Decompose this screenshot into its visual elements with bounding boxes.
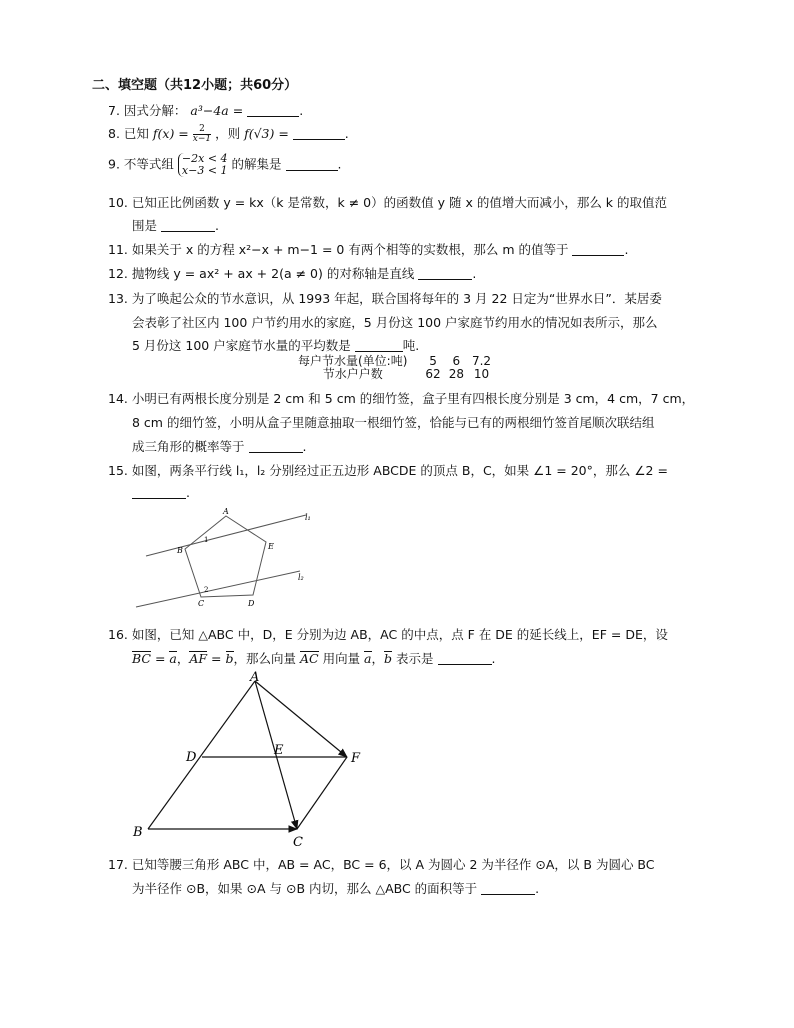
question-14: 14. 小明已有两根长度分别是 2 cm 和 5 cm 的细竹签，盒子里有四根长度分别是 3 cm，4 cm，7 cm， bbox=[108, 391, 695, 406]
label-B: B bbox=[177, 546, 183, 555]
label-l2: l₂ bbox=[298, 573, 304, 582]
question-11: 11. 如果关于 x 的方程 x²−x + m−1 = 0 有两个相等的实数根，那么 m 的值等于 . bbox=[108, 242, 629, 257]
angle-2-label: 2 bbox=[204, 586, 209, 594]
label-E: E bbox=[268, 542, 274, 551]
question-7: 7. 因式分解： a³−4a = . bbox=[108, 103, 304, 118]
label-l1: l₁ bbox=[305, 513, 311, 522]
segment-FC bbox=[297, 757, 347, 829]
question-10: 10. 已知正比例函数 y = kx（k 是常数，k ≠ 0）的函数值 y 随 x 的值增大而减小，那么 k 的取值范 bbox=[108, 195, 668, 210]
vector-AF-arrow bbox=[255, 681, 347, 757]
q8-function: f(x) = bbox=[152, 126, 193, 141]
q8-expression: f(√3) = bbox=[244, 126, 293, 141]
q11-number: 11. bbox=[108, 242, 128, 257]
question-13-line-2: 会表彰了社区内 100 户节约用水的家庭，5 月份这 100 户家庭节约用水的情况如表所示，那么 bbox=[132, 315, 658, 330]
q7-text: 因式分解： bbox=[123, 103, 187, 118]
label-C: C bbox=[293, 835, 303, 850]
question-13-line-3: 5 月份这 100 户家庭节水量的平均数是 吨. bbox=[132, 338, 420, 353]
q9-number: 9. bbox=[108, 156, 120, 172]
q13-row2-label: 节水户户数 bbox=[322, 367, 383, 381]
question-10-line-2: 围是 . bbox=[132, 218, 219, 233]
label-B: B bbox=[133, 825, 143, 840]
q8-fraction: $\frac{2}{x-1}$ bbox=[192, 124, 212, 144]
question-15-line-2: . bbox=[132, 485, 190, 500]
question-14-line-2: 8 cm 的细竹签，小明从盒子里随意抽取一根细竹签，恰能与已有的两根细竹签首尾顺次联结组 bbox=[132, 415, 655, 430]
question-17-line-2: 为半径作 ⊙B，如果 ⊙A 与 ⊙B 内切，那么 △ABC 的面积等于 . bbox=[132, 881, 540, 896]
label-F: F bbox=[351, 751, 361, 766]
vector-BC: BC bbox=[132, 651, 151, 666]
vector-AC: AC bbox=[300, 651, 319, 666]
question-16-line-2: BC = a，AF = b，那么向量 AC 用向量 a，b 表示是 . bbox=[132, 651, 496, 666]
section-title: 二、填空题（共12小题；共60分） bbox=[92, 78, 298, 93]
q13-number: 13. bbox=[108, 291, 128, 306]
question-12: 12. 抛物线 y = ax² + ax + 2(a ≠ 0) 的对称轴是直线 . bbox=[108, 266, 477, 281]
q12-number: 12. bbox=[108, 266, 128, 281]
question-13: 13. 为了唤起公众的节水意识，从 1993 年起，联合国将每年的 3 月 22 日定为“世界水日”．某居委 bbox=[108, 291, 662, 306]
label-A: A bbox=[250, 670, 260, 685]
question-14-line-3: 成三角形的概率等于 . bbox=[132, 439, 307, 454]
vector-b: b bbox=[225, 651, 234, 666]
q8-number: 8. bbox=[108, 126, 120, 141]
label-D: D bbox=[186, 750, 197, 765]
q17-number: 17. bbox=[108, 857, 128, 872]
question-15: 15. 如图，两条平行线 l₁，l₂ 分别经过正五边形 ABCDE 的顶点 B，C，如果 ∠1 = 20°，那么 ∠2 = bbox=[108, 463, 668, 478]
vector-AF: AF bbox=[189, 651, 208, 666]
q9-inequality-system: −2x < 4 x−3 < 1 bbox=[178, 153, 228, 177]
q7-number: 7. bbox=[108, 103, 120, 118]
side-AB bbox=[148, 681, 255, 829]
label-A: A bbox=[223, 507, 229, 516]
question-16: 16. 如图，已知 △ABC 中，D，E 分别为边 AB，AC 的中点，点 F 在 DE 的延长线上，EF = DE，设 bbox=[108, 627, 668, 642]
q14-number: 14. bbox=[108, 391, 128, 406]
q16-number: 16. bbox=[108, 627, 128, 642]
question-8: 8. 已知 f(x) = $\frac{2}{x-1}$ ，则 f(√3) = . bbox=[108, 124, 349, 144]
angle-1-label: 1 bbox=[204, 536, 209, 544]
q13-row1-label: 每户节水量(单位:吨) bbox=[298, 354, 408, 368]
label-D: D bbox=[248, 599, 255, 608]
question-9: 9. 不等式组 −2x < 4 x−3 < 1 的解集是 . bbox=[108, 152, 342, 177]
q17-answer-blank[interactable] bbox=[481, 882, 535, 895]
q7-expression: a³−4a = bbox=[190, 103, 244, 118]
q15-number: 15. bbox=[108, 463, 128, 478]
label-C: C bbox=[198, 599, 205, 608]
vector-a: a bbox=[169, 651, 177, 666]
q10-number: 10. bbox=[108, 195, 128, 210]
label-E: E bbox=[274, 743, 284, 758]
q13-table-row: 每户节水量(单位:吨) 5 6 7.2 bbox=[294, 355, 495, 368]
question-17: 17. 已知等腰三角形 ABC 中，AB = AC，BC = 6，以 A 为圆心 2 为半径作 ⊙A，以 B 为圆心 BC bbox=[108, 857, 655, 872]
q13-table-row: 节水户户数 62 28 10 bbox=[294, 368, 495, 381]
